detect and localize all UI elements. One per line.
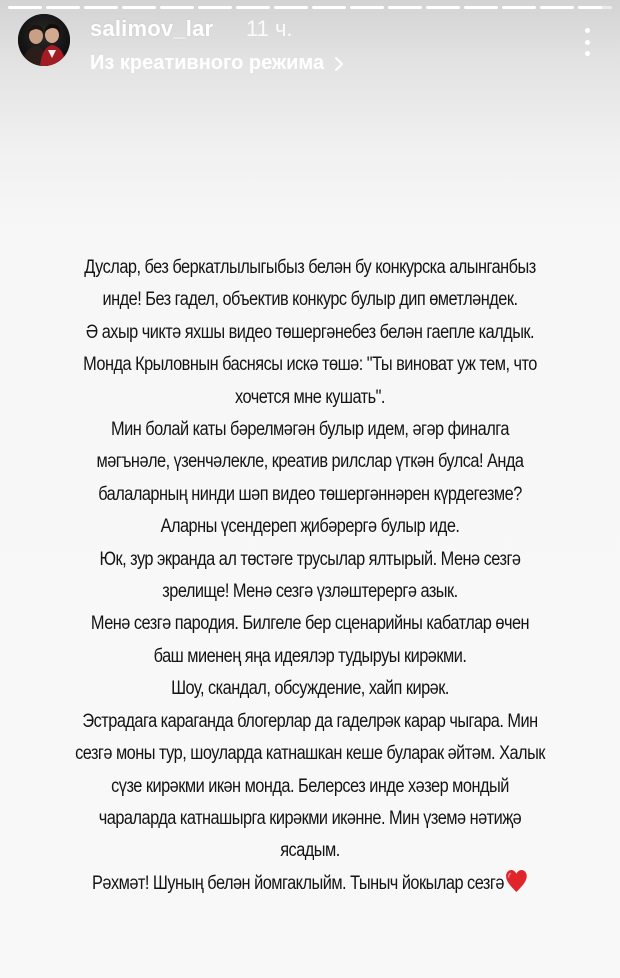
story-text-block: [18, 252, 602, 900]
progress-segment: [160, 6, 194, 9]
progress-fill: [350, 6, 384, 9]
progress-fill: [46, 6, 80, 9]
progress-fill: [540, 6, 574, 9]
progress-fill: [236, 6, 270, 9]
story-text-line: сүзе кирәкми икән монда. Белерсез инде хәзер мондый: [111, 775, 509, 797]
red-heart-icon: [506, 869, 528, 893]
progress-segment: [84, 6, 118, 9]
story-text-line: Шоу, скандал, обсуждение, хайп кирәк.: [171, 678, 449, 700]
source-label: Из креативного режима: [90, 52, 325, 74]
progress-segment: [198, 6, 232, 9]
creative-mode-link[interactable]: [90, 52, 346, 75]
more-vertical-icon: [585, 28, 590, 33]
story-text-line: Ә ахыр чиктә яхшы видео төшергәнебез белән гаепле калдык.: [85, 321, 535, 343]
username-link[interactable]: salimov_lar: [90, 16, 214, 41]
progress-fill: [312, 6, 346, 9]
progress-fill: [578, 6, 602, 9]
avatar[interactable]: [18, 14, 70, 66]
story-text-line: Монда Крыловнын баснясы искә төшә: "Ты виноват уж тем, что: [83, 354, 537, 376]
story-text-line: мәгънәле, үзенчәлекле, креатив рилслар үткән булса! Анда: [96, 451, 524, 473]
story-text-line: инде! Без гадел, объектив конкурс булыр дип өметләндек.: [102, 289, 518, 311]
story-text-line: балаларның нинди шәп видео төшергәннәрен күрдегезме?: [98, 483, 522, 505]
story-text-line: Дуслар, без беркатлылыгыбыз белән бу конкурска алынганбыз: [84, 257, 536, 278]
progress-segment: [46, 6, 80, 9]
story-text-line: зрелище! Менә сезгә үзләштерергә азык.: [162, 581, 458, 603]
final-line-text: Рәхмәт! Шуның белән йомгаклыйм. Тыныч йокылар сезгә: [91, 872, 504, 894]
progress-fill: [84, 6, 118, 9]
story-text-line: Аларны үсендереп җибәрергә булыр иде.: [160, 516, 460, 538]
progress-fill: [198, 6, 232, 9]
chevron-right-icon: [332, 56, 346, 72]
story-text-line: сезгә моны тур, шоуларда катнашкан кеше буларак әйтәм. Халык: [75, 743, 545, 765]
more-vertical-icon: [585, 40, 590, 45]
story-text-line: Мин болай каты бәрелмәгән булыр идем, әгәр финалга: [111, 419, 509, 441]
progress-fill: [122, 6, 156, 9]
more-options-button[interactable]: [578, 24, 596, 60]
story-progress-bar: [8, 6, 612, 9]
progress-segment: [426, 6, 460, 9]
progress-segment: [236, 6, 270, 9]
progress-fill: [464, 6, 498, 9]
more-vertical-icon: [585, 51, 590, 56]
progress-segment: [464, 6, 498, 9]
story-header: [18, 14, 608, 74]
story-text-line: хочется мне кушать".: [235, 386, 385, 408]
story-text-line: баш миенең яңа идеялэр тудыруы кирәкми.: [153, 645, 467, 667]
progress-segment: [122, 6, 156, 9]
post-timestamp: 11 ч.: [246, 16, 293, 41]
progress-fill: [160, 6, 194, 9]
story-text-line: Юк, зур экранда ал төстәге трусылар ялтырый. Менә сезгә: [99, 548, 521, 570]
progress-segment: [350, 6, 384, 9]
progress-segment: [578, 6, 612, 9]
progress-fill: [8, 6, 42, 9]
story-text-line: Эстрадага караганда блогерлар да гаделрәк карар чыгара. Мин: [82, 710, 538, 732]
story-final-line: [59, 868, 561, 900]
progress-fill: [388, 6, 422, 9]
progress-fill: [502, 6, 536, 9]
progress-segment: [312, 6, 346, 9]
story-text-line: Менә сезгә пародия. Билгеле бер сценарийны кабатлар өчен: [90, 613, 530, 635]
story-text-line: ясадым.: [280, 840, 340, 862]
avatar-photo-icon: [18, 14, 70, 66]
progress-segment: [274, 6, 308, 9]
progress-segment: [540, 6, 574, 9]
progress-segment: [8, 6, 42, 9]
progress-segment: [388, 6, 422, 9]
progress-fill: [426, 6, 460, 9]
progress-segment: [502, 6, 536, 9]
progress-fill: [274, 6, 308, 9]
story-text-line: чараларда катнашырга кирәкми икәнне. Мин үземә нәтиҗә: [98, 807, 522, 829]
